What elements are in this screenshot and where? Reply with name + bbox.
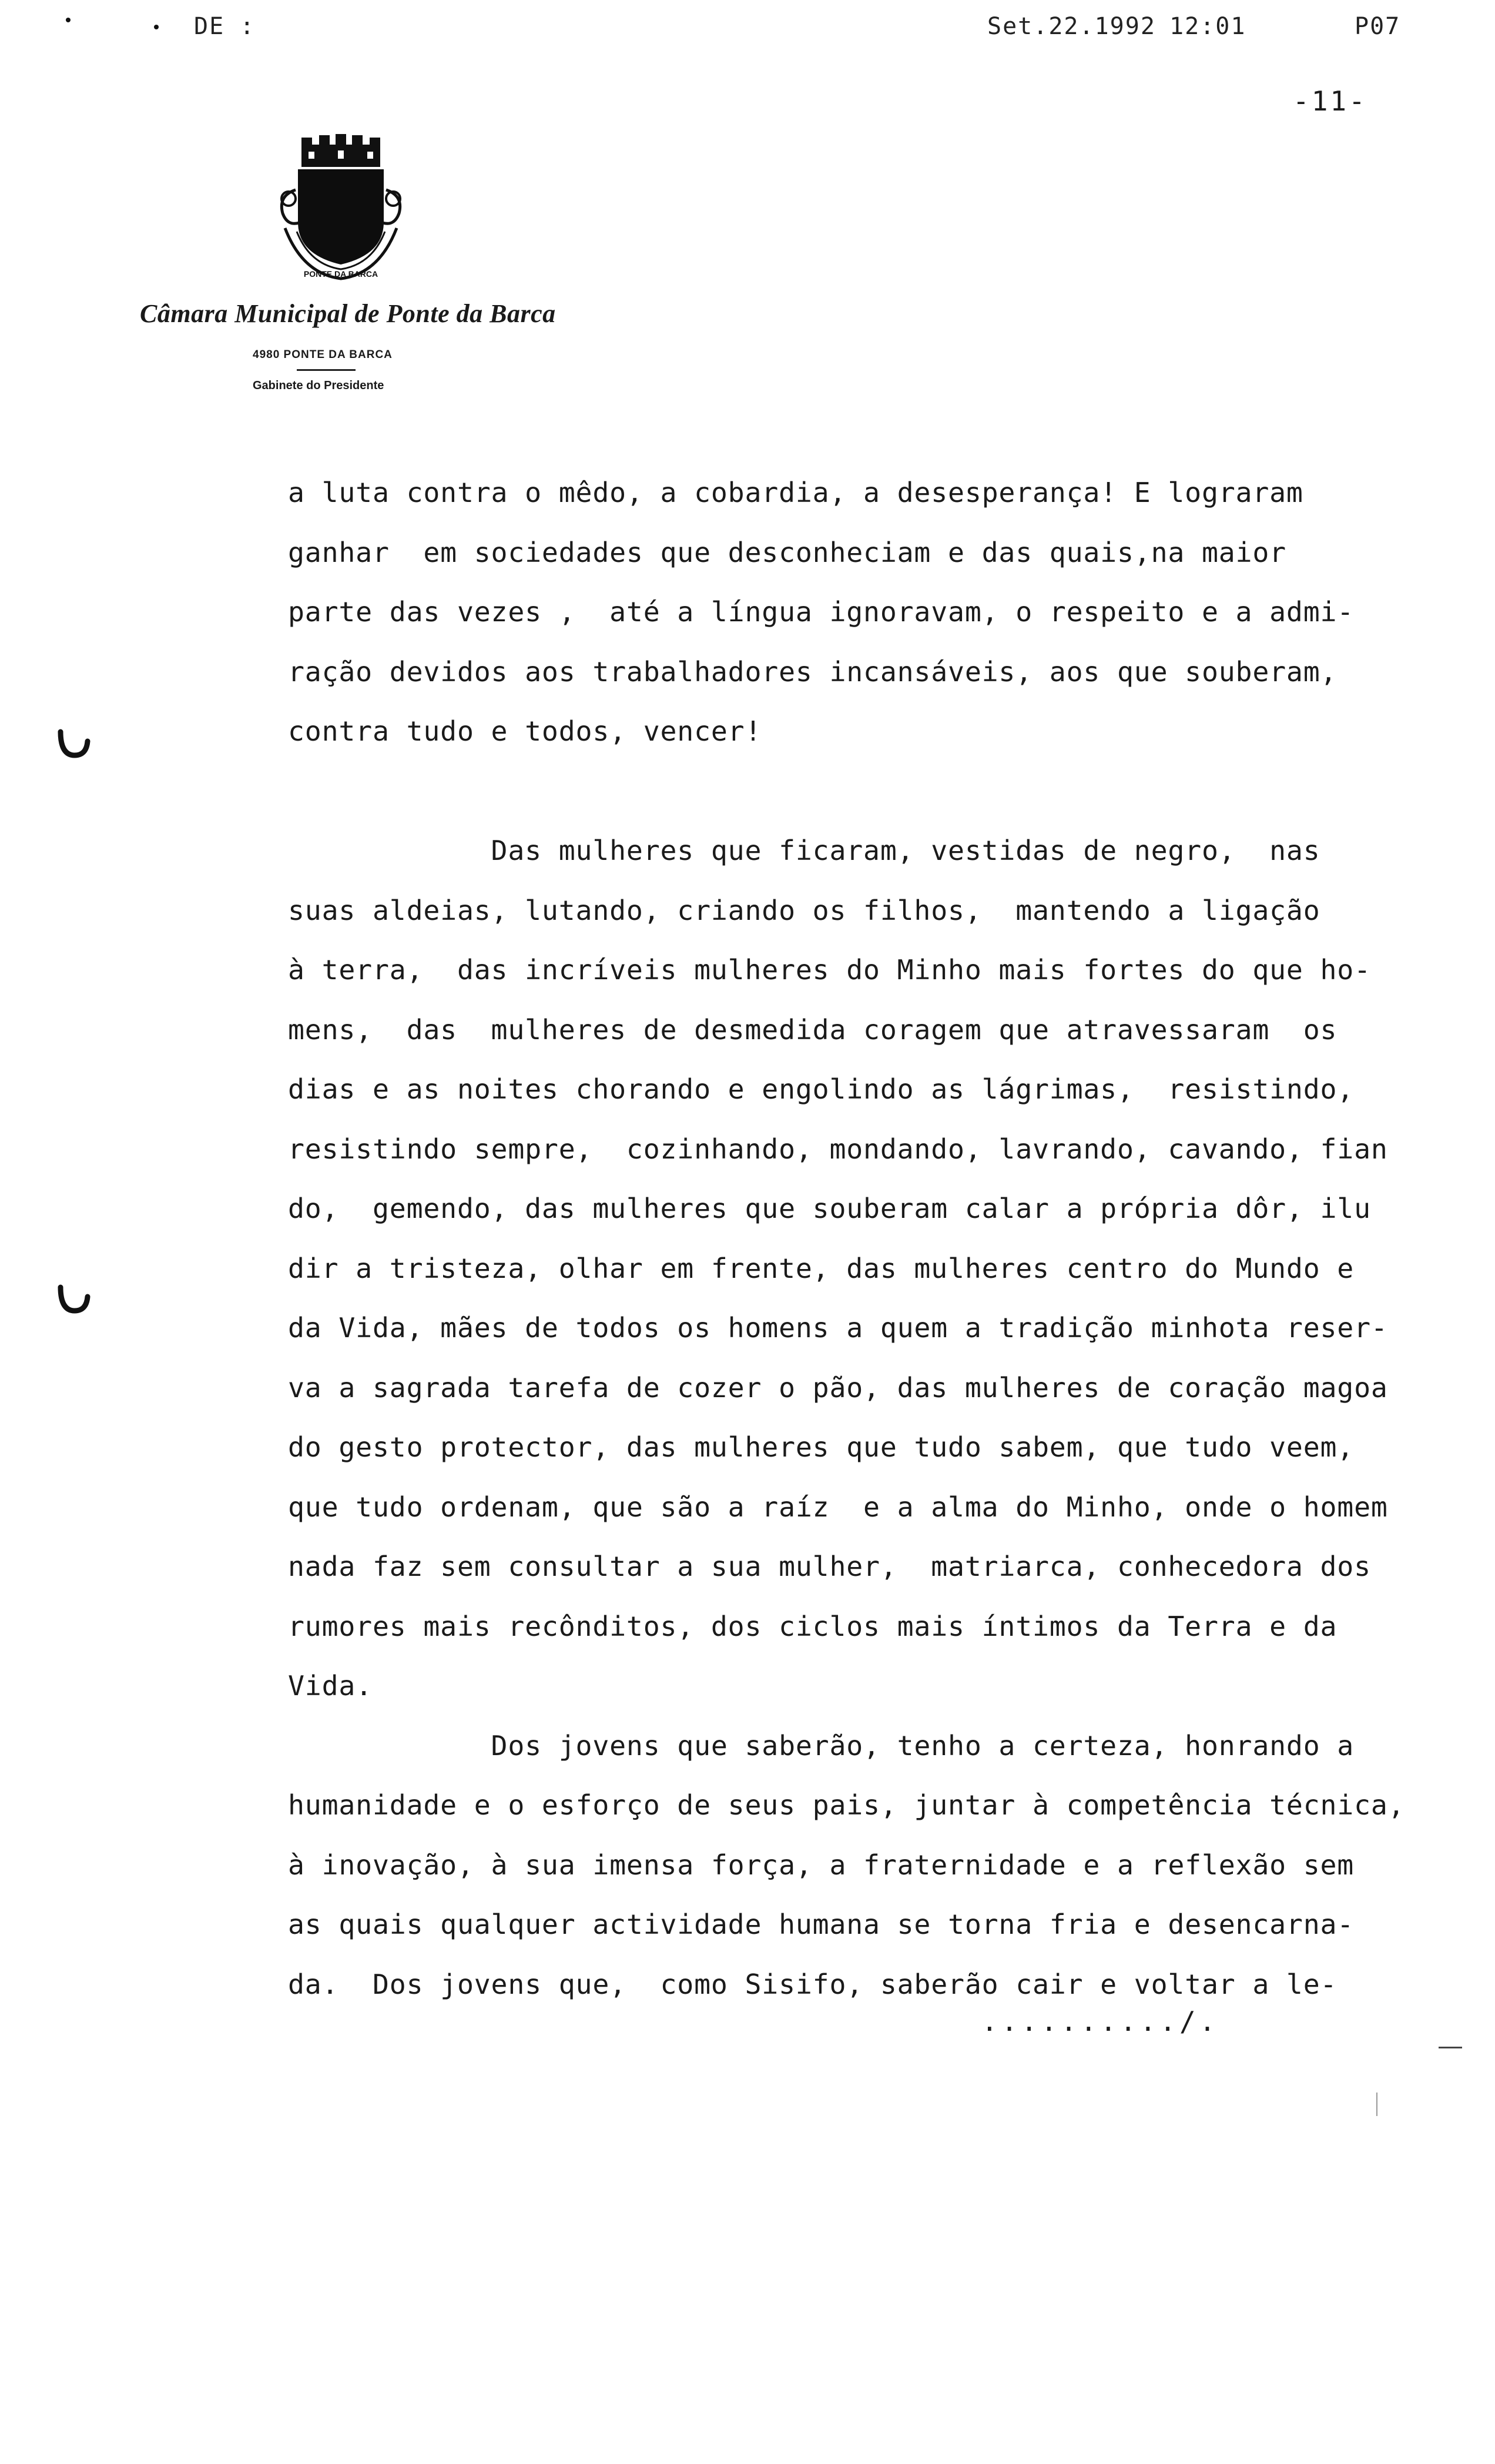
svg-text:PONTE DA BARCA: PONTE DA BARCA	[303, 269, 378, 279]
fax-page: P07	[1355, 13, 1401, 40]
body-line: dias e as noites chorando e engolindo as lágrimas, resistindo,	[288, 1073, 1355, 1105]
body-line: à terra, das incríveis mulheres do Minho mais fortes do que ho-	[288, 954, 1371, 986]
binder-hole-mark	[56, 726, 91, 761]
body-line: Dos jovens que saberão, tenho a certeza, honrando a	[288, 1729, 1355, 1762]
edge-mark	[1376, 2093, 1377, 2116]
paragraph-gap	[288, 762, 1457, 822]
divider	[297, 369, 356, 371]
body-line: do, gemendo, das mulheres que souberam calar a própria dôr, ilu	[288, 1193, 1371, 1224]
edge-mark	[1439, 2047, 1462, 2048]
binder-hole-mark	[56, 1281, 91, 1317]
body-line: humanidade e o esforço de seus pais, juntar à competência técnica,	[288, 1789, 1405, 1821]
speck	[66, 18, 71, 22]
fax-time: 12:01	[1169, 13, 1246, 40]
body-line: contra tudo e todos, vencer!	[288, 715, 762, 747]
organization-office: Gabinete do Presidente	[253, 379, 384, 392]
body-line: Das mulheres que ficaram, vestidas de negro, nas	[288, 835, 1320, 866]
body-line: suas aldeias, lutando, criando os filhos, mantendo a ligação	[288, 894, 1320, 926]
fax-date: Set.22.1992	[987, 13, 1156, 40]
body-line: da. Dos jovens que, como Sisifo, saberão cair e voltar a le-	[288, 1968, 1338, 2000]
body-line: dir a tristeza, olhar em frente, das mulheres centro do Mundo e	[288, 1252, 1355, 1284]
body-line: resistindo sempre, cozinhando, mondando, lavrando, cavando, fian	[288, 1133, 1388, 1165]
municipal-crest-logo	[267, 134, 414, 287]
body-line: do gesto protector, das mulheres que tudo sabem, que tudo veem,	[288, 1431, 1355, 1463]
body-line: parte das vezes , até a língua ignoravam, o respeito e a admi-	[288, 596, 1355, 628]
page-number: -11-	[1293, 85, 1367, 117]
body-line: ração devidos aos trabalhadores incansáveis, aos que souberam,	[288, 655, 1338, 688]
body-line: rumores mais recônditos, dos ciclos mais íntimos da Terra e da	[288, 1610, 1338, 1642]
continuation-mark: ........../.	[981, 2006, 1219, 2037]
letter-body	[288, 463, 1457, 2014]
body-line: da Vida, mães de todos os homens a quem a tradição minhota reser-	[288, 1312, 1388, 1344]
organization-address: 4980 PONTE DA BARCA	[253, 349, 393, 361]
body-line: que tudo ordenam, que são a raíz e a alma do Minho, onde o homem	[288, 1491, 1388, 1523]
organization-name: Câmara Municipal de Ponte da Barca	[140, 299, 556, 328]
speck	[154, 25, 159, 29]
body-line: mens, das mulheres de desmedida coragem que atravessaram os	[288, 1013, 1338, 1046]
body-line: Vida.	[288, 1670, 373, 1702]
body-line: a luta contra o mêdo, a cobardia, a desesperança! E lograram	[288, 477, 1303, 508]
fax-from: DE :	[194, 13, 256, 40]
body-line: va a sagrada tarefa de cozer o pão, das mulheres de coração magoa	[288, 1371, 1388, 1404]
body-line: nada faz sem consultar a sua mulher, matriarca, conhecedora dos	[288, 1551, 1371, 1582]
body-line: ganhar em sociedades que desconheciam e das quais,na maior	[288, 536, 1286, 568]
body-line: as quais qualquer actividade humana se torna fria e desencarna-	[288, 1909, 1355, 1940]
body-line: à inovação, à sua imensa força, a fraternidade e a reflexão sem	[288, 1849, 1355, 1881]
